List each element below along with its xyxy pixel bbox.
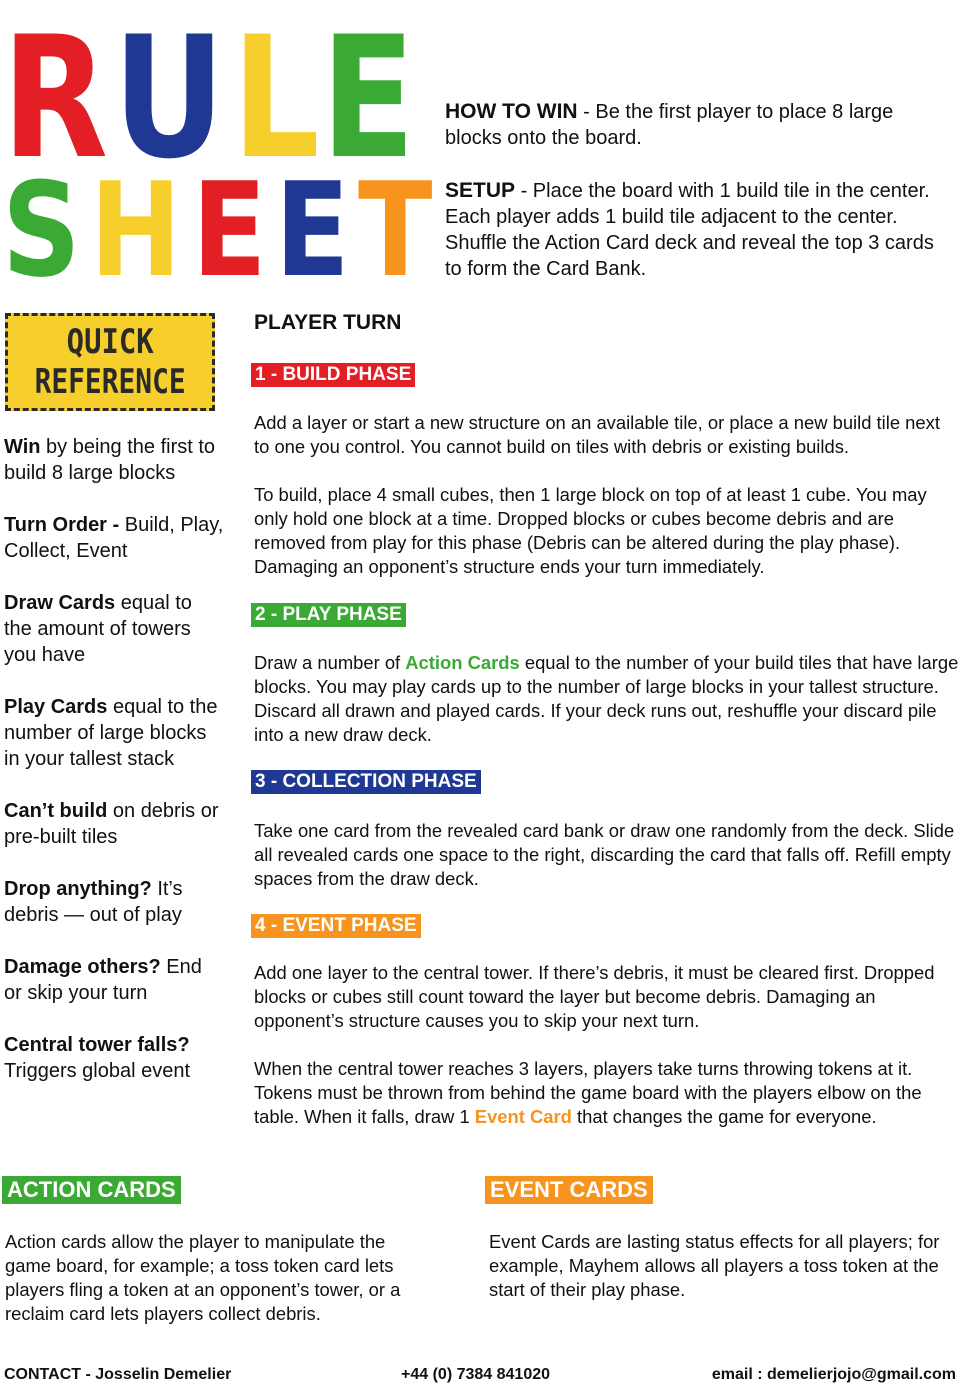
- list-item: [4, 694, 224, 772]
- event-text-part: When the central tower reaches 3 layers, players take turns throwing tokens at it. Tokens must be thrown from behind the game board with the players elbow on the table. When it falls, draw 1: [254, 1058, 922, 1127]
- list-item: [4, 954, 224, 1006]
- play-phase-text: [254, 651, 960, 747]
- build-phase-label: 1 - BUILD PHASE: [251, 363, 415, 387]
- event-cards-text: Event Cards are lasting status effects for all players; for example, Mayhem allows all players a toss token at the start of their play phase.: [489, 1231, 940, 1300]
- item-text: equal to the amount of towers you have: [4, 592, 192, 666]
- item-bold: Can’t build: [4, 800, 108, 822]
- quick-reference-box: [5, 313, 215, 411]
- item-text: by being the first to build 8 large blocks: [4, 436, 216, 484]
- item-bold: Win: [4, 436, 41, 458]
- item-text: on debris or pre-built tiles: [4, 800, 219, 848]
- player-turn-heading: PLAYER TURN: [254, 311, 402, 334]
- title-letter: T: [358, 154, 433, 306]
- quick-reference-list: [4, 434, 224, 1110]
- item-bold: Play Cards: [4, 696, 108, 718]
- footer-email: email : demelierjojo@gmail.com: [711, 1366, 956, 1383]
- play-text-part: equal to the number of your build tiles that have large blocks. You may play cards up to the number of large blocks in your tallest structure. Discard all drawn and played cards. If your deck runs out, reshuffle your discard pile into a new draw deck.: [254, 652, 959, 745]
- item-bold: Central tower falls?: [4, 1034, 190, 1056]
- how-to-win-label: HOW TO WIN: [445, 100, 578, 123]
- title-letter: E: [275, 154, 350, 306]
- title-letter: L: [231, 0, 320, 196]
- item-text: It’s debris — out of play: [4, 878, 183, 926]
- event-text-part: that changes the game for everyone.: [571, 1106, 877, 1127]
- action-cards-text: Action cards allow the player to manipulate the game board, for example; a toss token card lets players fling a token at an opponent’s tower, or a reclaim card lets players collect debris.: [5, 1231, 401, 1324]
- setup: [445, 178, 950, 282]
- title-letter: E: [320, 0, 415, 196]
- intro-section: [445, 99, 950, 282]
- action-cards-highlight: Action Cards: [405, 652, 520, 673]
- item-bold: Turn Order -: [4, 514, 120, 536]
- title-letter: U: [113, 0, 226, 196]
- title-letter: E: [192, 154, 268, 306]
- build-phase-text-1: Add a layer or start a new structure on an available tile, or place a new build tile next to one you control. You cannot build on tiles with debris or existing builds.: [254, 412, 940, 457]
- title-letter: R: [2, 0, 109, 196]
- event-phase-text-1: Add one layer to the central tower. If there’s debris, it must be cleared first. Dropped blocks or cubes still count toward the layer but become debris. Damaging an opponent’s structure causes you to skip your next turn.: [254, 962, 935, 1031]
- list-item: [4, 1032, 224, 1084]
- list-item: [4, 590, 224, 668]
- footer-phone: +44 (0) 7384 841020: [401, 1366, 551, 1383]
- item-text: Triggers global event: [4, 1060, 191, 1082]
- quick-reference-title-line2: REFERENCE: [34, 362, 186, 402]
- item-bold: Damage others?: [4, 956, 161, 978]
- quick-reference-title-line1: QUICK: [66, 322, 154, 362]
- event-phase-label: 4 - EVENT PHASE: [251, 914, 421, 938]
- collection-phase-label: 3 - COLLECTION PHASE: [251, 770, 481, 794]
- item-bold: Draw Cards: [4, 592, 116, 614]
- item-text: End or skip your turn: [4, 956, 202, 1004]
- footer-contact: CONTACT - Josselin Demelier: [4, 1366, 232, 1383]
- list-item: [4, 512, 224, 564]
- setup-label: SETUP: [445, 179, 516, 202]
- build-phase-text-2: To build, place 4 small cubes, then 1 large block on top of at least 1 cube. You may only hold one block at a time. Dropped blocks or cubes become debris and are removed from play for this phase (Debris can be altered during the play phase). Damaging an opponent’s structure ends your turn immediately.: [254, 484, 927, 577]
- collection-phase-text: Take one card from the revealed card bank or draw one randomly from the deck. Slide all revealed cards one space to the right, discarding the card that falls off. Refill empty spaces from the draw deck.: [254, 820, 955, 889]
- play-text-part: Draw a number of: [254, 652, 406, 673]
- play-phase-label: 2 - PLAY PHASE: [251, 603, 406, 627]
- item-bold: Drop anything?: [4, 878, 152, 900]
- title-sheet: [2, 154, 441, 306]
- item-text: Build, Play, Collect, Event: [4, 514, 224, 562]
- how-to-win: [445, 99, 950, 151]
- how-to-win-text: - Be the first player to place 8 large blocks onto the board.: [445, 101, 894, 149]
- title-letter: H: [89, 154, 182, 306]
- list-item: [4, 876, 224, 928]
- list-item: [4, 434, 224, 486]
- setup-text: - Place the board with 1 build tile in the center. Each player adds 1 build tile adjacent to the center. Shuffle the Action Card deck and reveal the top 3 cards to form the Card Bank.: [445, 180, 934, 280]
- event-cards-label: EVENT CARDS: [485, 1176, 653, 1204]
- action-cards-label: ACTION CARDS: [2, 1176, 181, 1204]
- list-item: [4, 798, 224, 850]
- event-card-highlight: Event Card: [474, 1106, 572, 1127]
- title-letter: S: [2, 154, 81, 306]
- item-text: equal to the number of large blocks in your tallest stack: [4, 696, 218, 770]
- event-phase-text-2: [254, 1057, 960, 1129]
